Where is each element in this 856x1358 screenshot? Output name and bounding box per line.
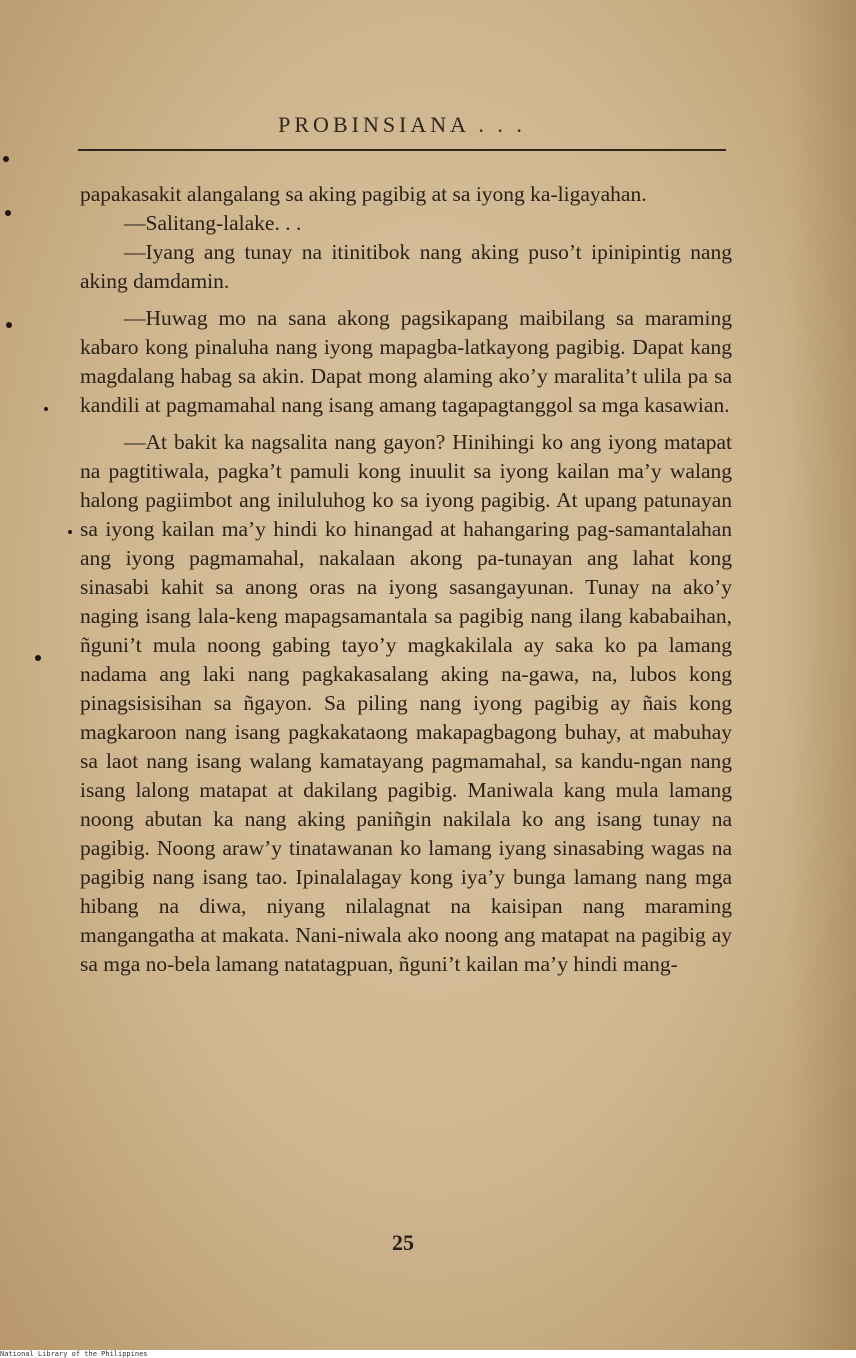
margin-mark (3, 156, 9, 162)
page-number: 25 (392, 1230, 414, 1255)
margin-mark (35, 655, 41, 661)
running-header: PROBINSIANA . . . (278, 112, 526, 137)
margin-mark (6, 322, 12, 328)
footer-credit: National Library of the Philippines (0, 1350, 856, 1358)
header-rule (78, 149, 726, 151)
margin-mark (5, 210, 11, 216)
body-text (80, 180, 732, 979)
page-edge-shadow (786, 0, 856, 1350)
paragraph-dialogue: —Huwag mo na sana akong pagsikapang maibilang sa maraming kabaro kong pinaluha nang iyong mapagba-latkayong pagibig. Dapat kang magdalang habag sa akin. Dapat mong alaming ako’y maralita’t ulila pa sa kandili at pagmamahal nang isang amang tagapagtanggol sa mga kasawian. (80, 306, 732, 417)
paragraph-dialogue: —Salitang-lalake. . . (124, 211, 302, 235)
margin-mark (44, 407, 48, 411)
paragraph-dialogue: —Iyang ang tunay na itinitibok nang aking puso’t ipinipintig nang aking damdamin. (80, 240, 732, 293)
paragraph-continuation: papakasakit alangalang sa aking pagibig at sa iyong ka-ligayahan. (80, 182, 647, 206)
margin-mark (68, 530, 72, 534)
paragraph-dialogue: —At bakit ka nagsalita nang gayon? Hinihingi ko ang iyong matapat na pagtitiwala, pagka’t pamuli kong inuulit sa iyong kailan ma’y walang halong pagiimbot ang iniluluhog ko sa iyong pagibig. At upang patunayan sa iyong kailan ma’y hindi ko hinangad at hahangaring pag-samantalahan ang iyong pagmamahal, nakalaan akong pa-tunayan ang lahat kong sinasabi kahit sa anong oras na iyong sasangayunan. Tunay na ako’y naging isang lala-keng mapagsamantala sa pagibig nang ilang kababaihan, ñguni’t mula noong gabing tayo’y magkakilala ay saka ko pa lamang nadama ang laki nang pagkakasalang aking na-gawa, na, lubos kong pinagsisisihan sa ñgayon. Sa piling nang iyong pagibig ay ñais kong magkaroon nang isang pagkakataong makapagbagong buhay, at mabuhay sa laot nang isang walang kamatayang pagmamahal, sa kandu-ngan nang isang lalong matapat at dakilang pagibig. Maniwala kang mula lamang noong abutan ka nang aking paniñgin nakilala ko ang isang tunay na pagibig. Noong araw’y tinatawanan ko lamang iyang sinasabing wagas na pagibig nang isang tao. Ipinalalagay kong iya’y bunga lamang nang mga hibang na diwa, niyang nilalagnat na kaisipan nang maraming mangangatha at makata. Nani-niwala ako noong ang matapat na pagibig ay sa mga no-bela lamang natatagpuan, ñguni’t kailan ma’y hindi mang- (80, 430, 732, 976)
